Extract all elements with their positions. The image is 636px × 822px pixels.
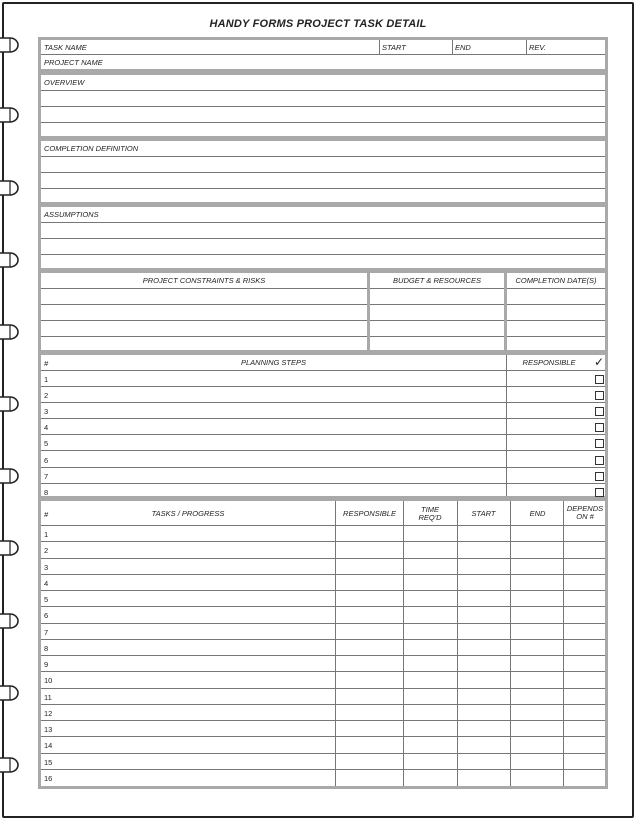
planning-step-row[interactable] [41, 435, 605, 451]
planning-step-number: 5 [44, 439, 49, 449]
binder-ring-icon [0, 249, 30, 276]
task-row[interactable] [41, 656, 605, 672]
overview-label: OVERVIEW [44, 78, 85, 87]
project-name-label: PROJECT NAME [44, 58, 103, 67]
task-row[interactable] [41, 754, 605, 770]
completion-dates-label: COMPLETION DATE(S) [515, 276, 597, 285]
binder-ring-icon [0, 610, 30, 637]
task-name-label: TASK NAME [44, 43, 87, 52]
checkbox[interactable] [595, 407, 604, 416]
binder-ring-icon [0, 34, 30, 61]
header-section [38, 37, 608, 72]
planning-step-row[interactable] [41, 387, 605, 403]
overview-section[interactable] [38, 72, 608, 139]
task-row[interactable] [41, 591, 605, 607]
tasks-section [38, 498, 608, 789]
task-number: 13 [44, 725, 53, 734]
constraints-section [38, 270, 608, 353]
binder-ring-icon [0, 177, 30, 204]
task-row[interactable] [41, 575, 605, 591]
binder-ring-icon [0, 465, 30, 492]
task-number: 2 [44, 546, 49, 556]
checkbox[interactable] [595, 472, 604, 481]
planning-responsible-label: RESPONSIBLE [522, 358, 576, 367]
task-number: 8 [44, 643, 49, 653]
assumptions-section[interactable] [38, 204, 608, 271]
check-mark-icon: ✓ [594, 355, 605, 369]
checkbox[interactable] [595, 375, 604, 384]
planning-step-row[interactable] [41, 452, 605, 468]
task-number: 7 [44, 627, 49, 637]
planning-step-row[interactable] [41, 371, 605, 387]
checkbox[interactable] [595, 488, 604, 497]
checkbox[interactable] [595, 439, 604, 448]
task-number: 14 [44, 741, 53, 751]
task-number: 9 [44, 660, 49, 669]
task-row[interactable] [41, 770, 605, 786]
planning-steps-label: PLANNING STEPS [240, 358, 307, 367]
checkbox[interactable] [595, 456, 604, 465]
task-number: 16 [44, 773, 53, 783]
binder-ring-icon [0, 104, 30, 131]
task-number: 15 [44, 757, 53, 767]
task-row[interactable] [41, 689, 605, 705]
binder-ring-icon [0, 682, 30, 709]
planning-step-number: 6 [44, 455, 49, 465]
binder-ring-icon [0, 321, 30, 348]
completion-definition-section[interactable] [38, 138, 608, 205]
task-row[interactable] [41, 705, 605, 721]
end-label: END [455, 43, 471, 52]
task-number: 11 [44, 692, 52, 702]
task-number: 1 [44, 530, 49, 539]
task-row[interactable] [41, 559, 605, 575]
task-number: 3 [44, 562, 49, 572]
constraints-risks-label: PROJECT CONSTRAINTS & RISKS [142, 276, 266, 285]
planning-step-row[interactable] [41, 468, 605, 484]
planning-steps-section [38, 352, 608, 499]
time-reqd-label: TIME REQ'D [418, 505, 442, 522]
task-row[interactable] [41, 737, 605, 753]
binder-ring-icon [0, 393, 30, 420]
planning-step-number: 4 [44, 423, 49, 433]
task-row[interactable] [41, 672, 605, 688]
planning-step-row[interactable] [41, 403, 605, 419]
planning-hash-label: # [44, 359, 49, 368]
planning-step-number: 2 [44, 391, 49, 401]
form-title: HANDY FORMS PROJECT TASK DETAIL [209, 18, 427, 30]
budget-resources-label: BUDGET & RESOURCES [393, 276, 481, 285]
planning-step-number: 8 [44, 487, 49, 497]
start-label: START [382, 43, 406, 52]
task-row[interactable] [41, 640, 605, 656]
task-name-row[interactable] [41, 40, 605, 55]
checkbox[interactable] [595, 423, 604, 432]
task-number: 6 [44, 611, 49, 621]
task-number: 5 [44, 595, 49, 604]
planning-step-row[interactable] [41, 419, 605, 435]
task-number: 10 [44, 676, 53, 686]
completion-definition-label: COMPLETION DEFINITION [44, 144, 139, 153]
task-number: 4 [44, 578, 49, 588]
project-name-row[interactable] [41, 55, 605, 69]
task-row[interactable] [41, 526, 605, 542]
task-row[interactable] [41, 624, 605, 640]
tasks-header-row [41, 501, 605, 526]
task-row[interactable] [41, 721, 605, 737]
tasks-start-label: START [471, 509, 496, 518]
task-row[interactable] [41, 542, 605, 558]
binder-ring-icon [0, 537, 30, 564]
tasks-responsible-label: RESPONSIBLE [343, 509, 396, 518]
planning-header-row [41, 355, 605, 371]
tasks-end-label: END [529, 509, 546, 518]
tasks-progress-label: TASKS / PROGRESS [151, 509, 225, 518]
task-row[interactable] [41, 607, 605, 623]
assumptions-label: ASSUMPTIONS [44, 210, 99, 219]
depends-on-label: DEPENDS ON # [566, 504, 604, 521]
planning-step-number: 1 [44, 375, 49, 384]
task-number: 12 [44, 708, 53, 718]
tasks-hash-label: # [44, 510, 49, 519]
checkbox[interactable] [595, 391, 604, 400]
planning-step-number: 7 [44, 471, 49, 481]
planning-step-number: 3 [44, 407, 49, 417]
rev-label: REV. [529, 43, 546, 52]
binder-ring-icon [0, 754, 30, 781]
